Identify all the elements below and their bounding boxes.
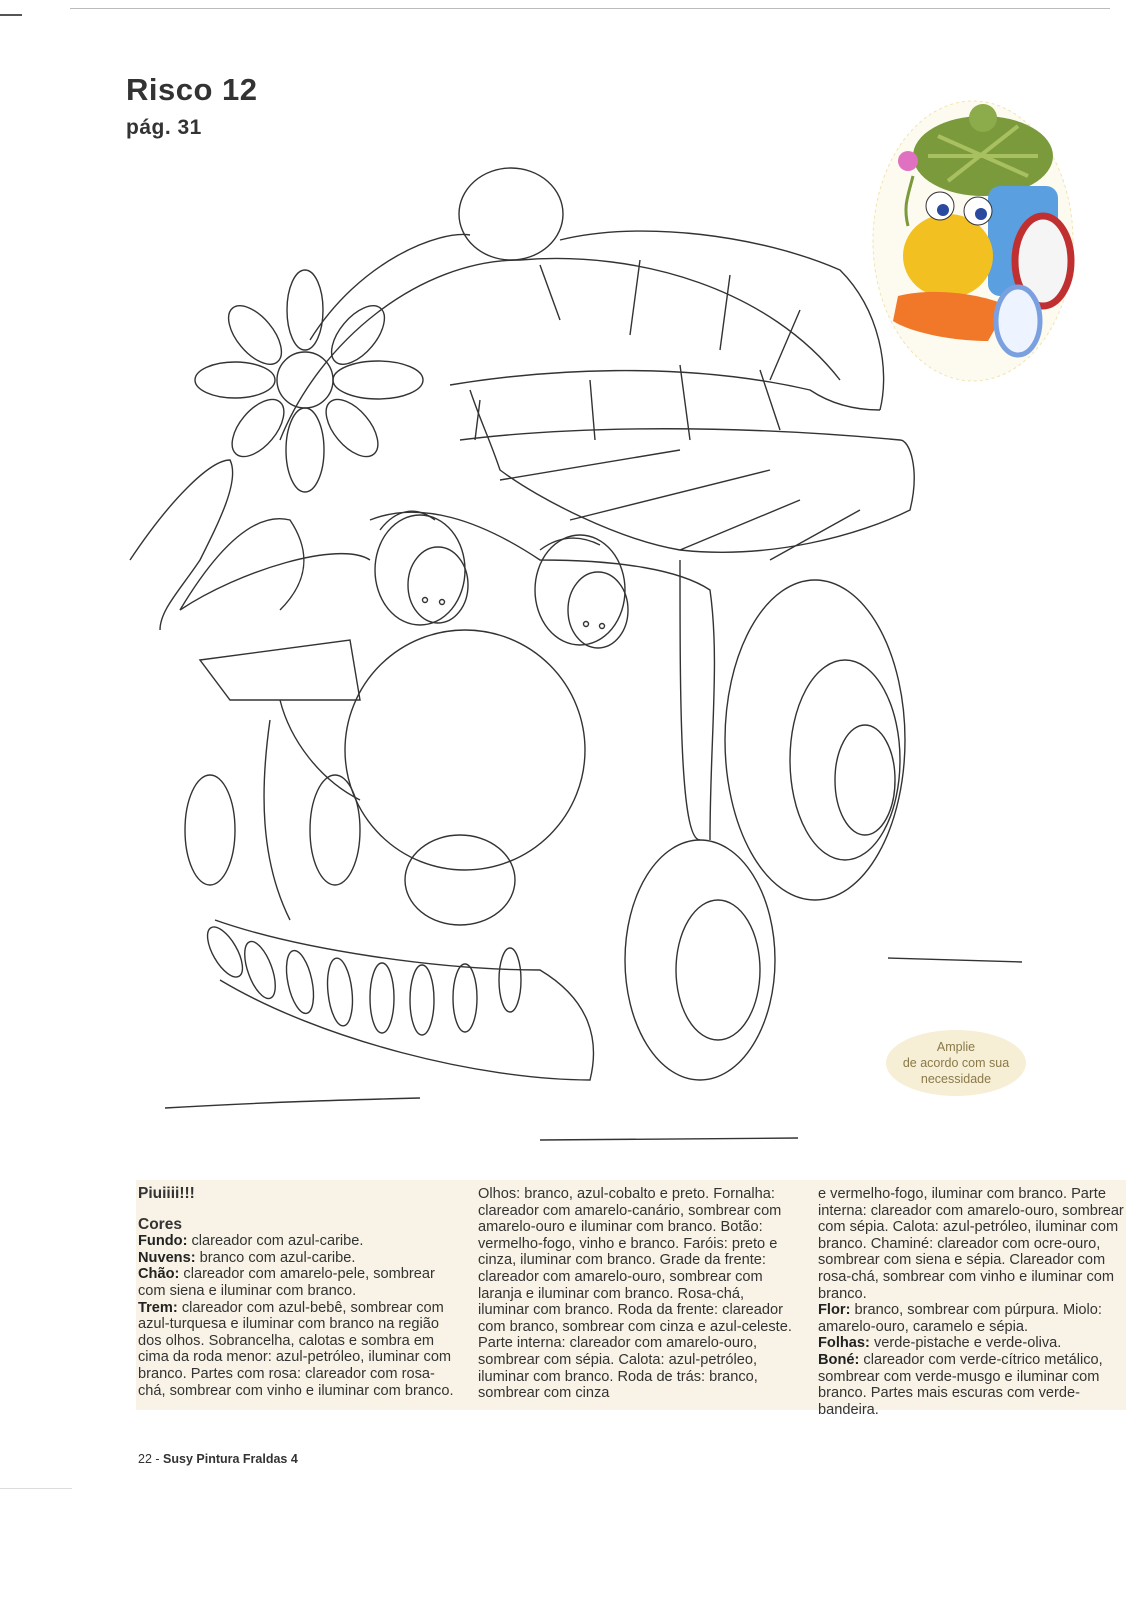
item-value: clareador com amarelo-pele, sombrear com siena e iluminar com branco.: [138, 1266, 435, 1299]
column-2-text: Olhos: branco, azul-cobalto e preto. Fornalha: clareador com amarelo-canário, sombrear com amarelo-ouro e iluminar com branco. Botão: vermelho-fogo, vinho e branco. Faróis: preto e cinza, iluminar com branco. Grade da frente: clareador com amarelo-ouro, sombrear com laranja e iluminar com branco. Rosa-chá, iluminar com branco. Roda da frente: clareador com branco, sombrear com cinza e azul-celeste. Parte interna: clareador com amarelo-ouro, sombrear com sépia. Calota: azul-petróleo, iluminar com branco. Roda de trás: branco, sombrear com cinza: [478, 1186, 792, 1402]
colors-heading: Cores: [138, 1215, 182, 1233]
bottom-margin-mark: [0, 1488, 72, 1489]
colored-reference-thumbnail: [868, 96, 1078, 386]
column-3-lead: e vermelho-fogo, iluminar com branco. Parte interna: clareador com amarelo-ouro, sombrear com sépia. Calota: azul-petróleo, iluminar com branco. Chaminé: clareador com ocre-ouro, sombrear com siena e sépia. Clareador com rosa-chá, sombrear com vinho e iluminar com branco.: [818, 1186, 1124, 1302]
item-label: Chão:: [138, 1266, 180, 1283]
intro-heading: Piuiiii!!!: [138, 1185, 195, 1202]
color-item: [138, 1250, 456, 1267]
color-item: [138, 1233, 456, 1250]
page-footer: [138, 1452, 298, 1466]
badge-line-3: necessidade: [920, 1072, 992, 1086]
instructions-column-2: [478, 1186, 796, 1402]
badge-line-1: Amplie: [936, 1040, 976, 1054]
item-label: Trem:: [138, 1299, 178, 1316]
item-label: Fundo:: [138, 1233, 188, 1250]
color-item: [818, 1352, 1130, 1418]
color-item: [818, 1302, 1130, 1335]
page-reference: pág. 31: [126, 116, 202, 139]
publication-name: Susy Pintura Fraldas 4: [163, 1452, 298, 1466]
page-title: Risco 12: [126, 72, 258, 107]
item-value: clareador com azul-caribe.: [191, 1233, 364, 1250]
badge-line-2: de acordo com sua: [902, 1056, 1010, 1070]
color-item: [818, 1335, 1130, 1352]
item-value: branco, sombrear com púrpura. Miolo: amarelo-ouro, caramelo e sépia.: [818, 1302, 1102, 1335]
item-label: Flor:: [818, 1302, 851, 1319]
item-label: Nuvens:: [138, 1249, 196, 1266]
item-value: clareador com azul-bebê, sombrear com azul-turquesa e iluminar com branco na região dos olhos. Sobrancelha, calotas e sombra em cima da roda menor: azul-petróleo, iluminar com branco. Partes com rosa: clareador com rosa-chá, sombrear com vinho e iluminar com branco.: [138, 1299, 454, 1399]
item-label: Folhas:: [818, 1335, 870, 1352]
enlarge-note-badge: [886, 1030, 1026, 1096]
item-value: clareador com verde-cítrico metálico, sombrear com verde-musgo e iluminar com branco. Partes mais escuras com verde-bandeira.: [818, 1351, 1103, 1418]
margin-mark: [0, 14, 22, 16]
color-item: [138, 1300, 456, 1400]
top-rule: [70, 8, 1110, 9]
instructions-column-1: [138, 1186, 456, 1399]
item-value: verde-pistache e verde-oliva.: [873, 1335, 1062, 1352]
color-item: [138, 1266, 456, 1299]
instructions-column-3: [818, 1186, 1130, 1418]
page-number: 22 -: [138, 1452, 160, 1466]
item-value: branco com azul-caribe.: [199, 1249, 356, 1266]
item-label: Boné:: [818, 1351, 860, 1368]
